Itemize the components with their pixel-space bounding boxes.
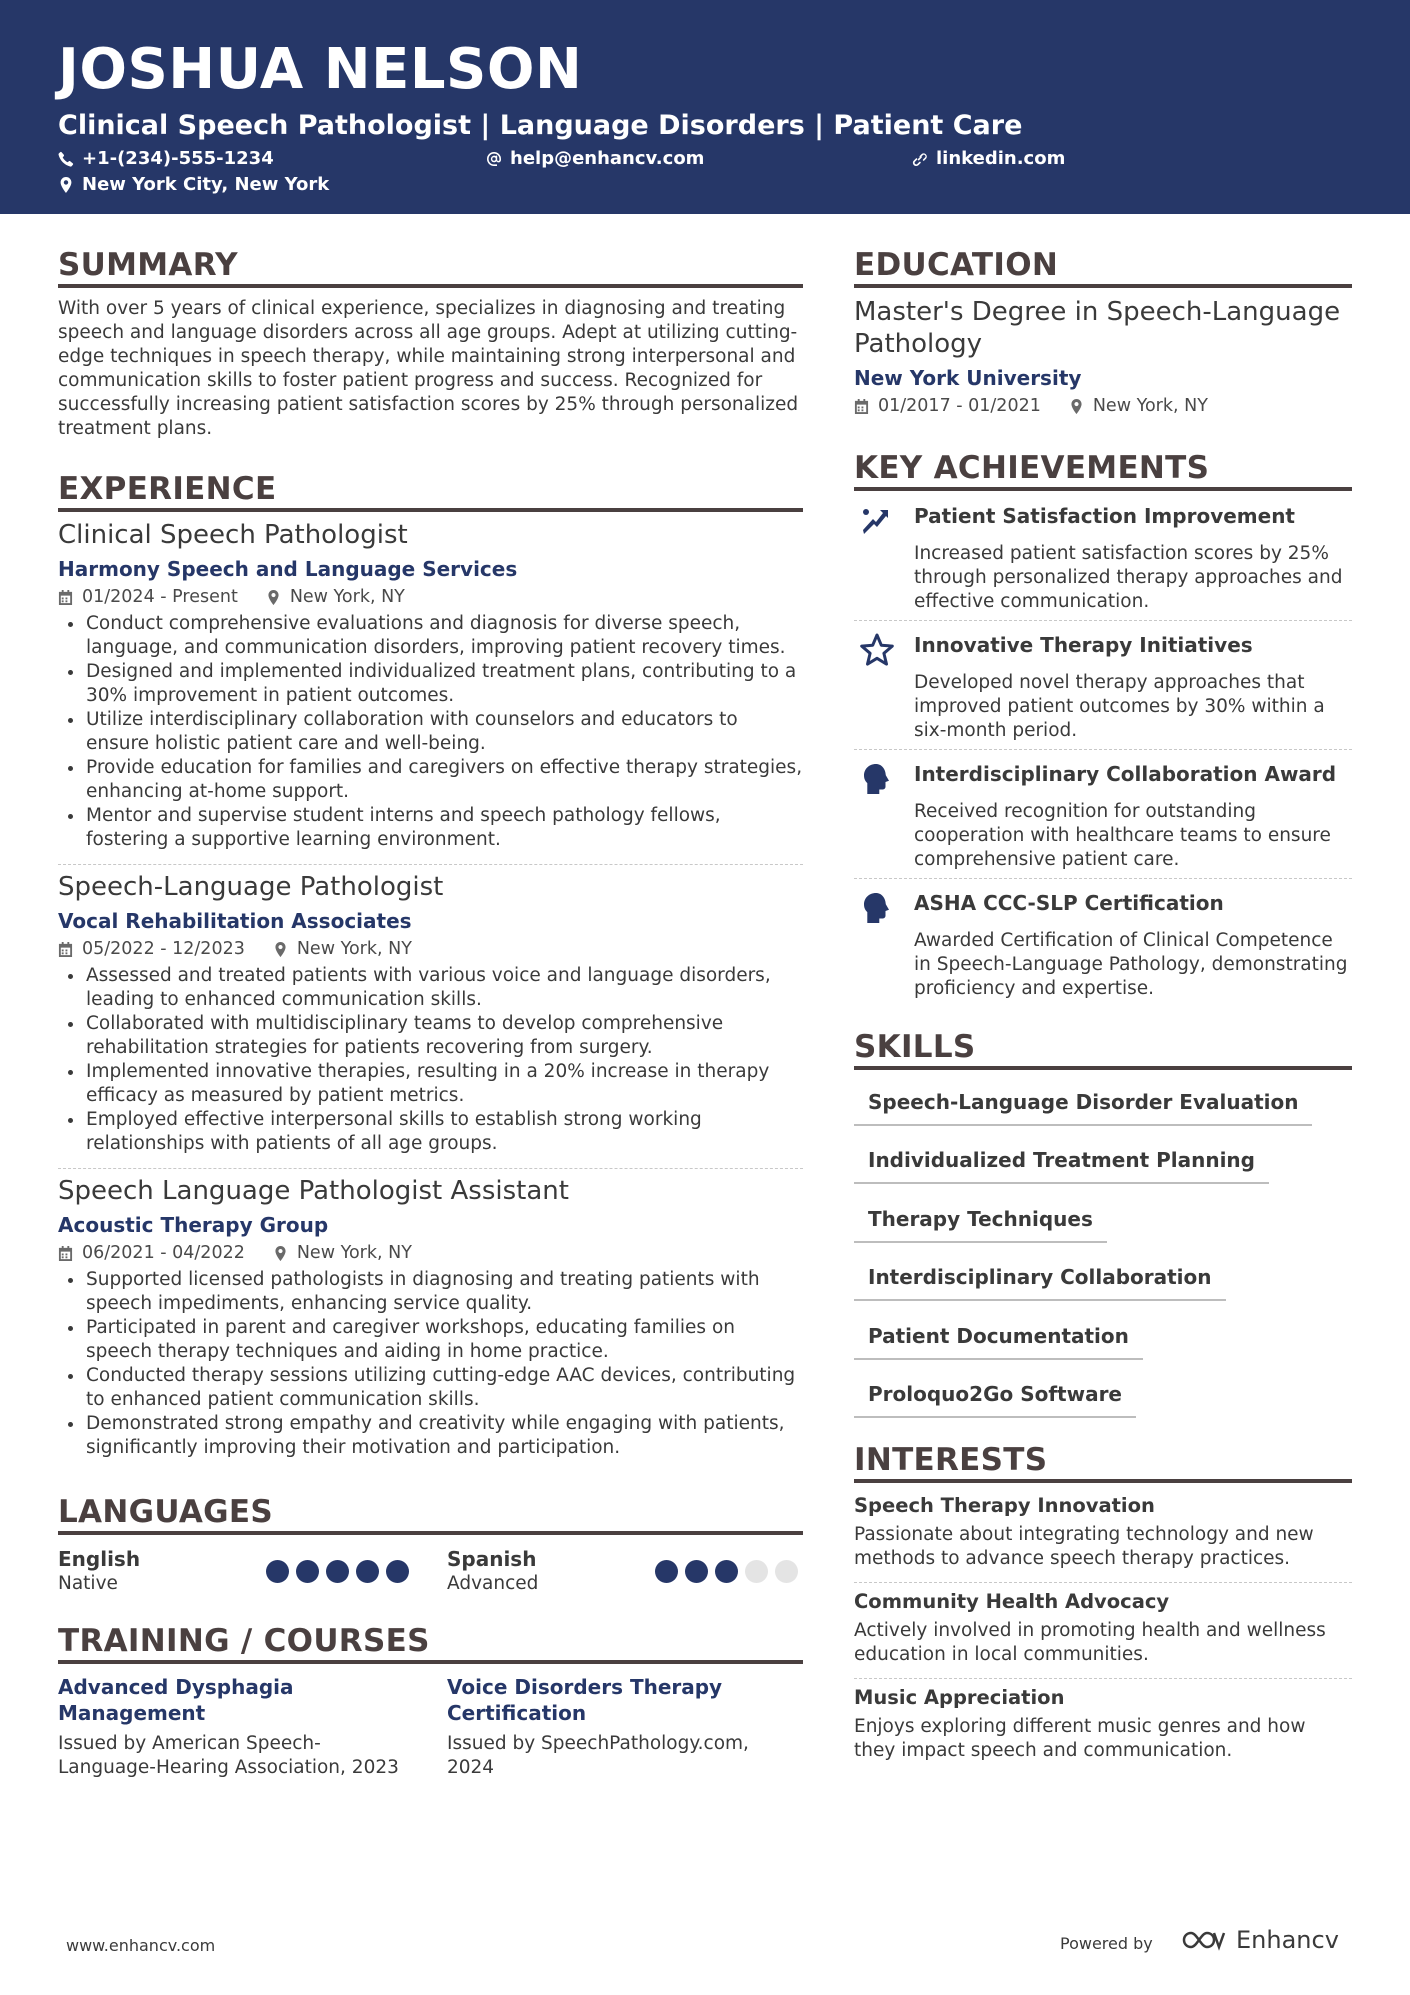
entry-divider xyxy=(58,864,803,865)
footer-url[interactable]: www.enhancv.com xyxy=(66,1936,216,1955)
achievement-desc: Increased patient satisfaction scores by 25% through personalized therapy approaches and effective communication. xyxy=(914,543,1343,612)
languages-divider xyxy=(58,1531,803,1535)
bullet-item: Conducted therapy sessions utilizing cutting-edge AAC devices, contributing to enhanced patient communication skills. xyxy=(58,1364,803,1412)
rating-dot xyxy=(775,1560,798,1583)
job-bullets xyxy=(58,1268,803,1460)
course-title: Voice Disorders Therapy Certification xyxy=(447,1675,723,1725)
course-desc: Issued by American Speech-Language-Hearing Association, 2023 xyxy=(58,1733,399,1778)
email-text: help@enhancv.com xyxy=(510,148,705,169)
link-icon xyxy=(912,151,928,167)
interest-title: Music Appreciation xyxy=(854,1686,1065,1709)
degree-title: Master's Degree in Speech-Language Pathology xyxy=(854,297,1341,359)
summary-heading: SUMMARY xyxy=(58,247,238,283)
bullet-item: Provide education for families and caregivers on effective therapy strategies, enhancing at-home support. xyxy=(58,756,803,804)
bullet-item: Conduct comprehensive evaluations and diagnosis for diverse speech, language, and communication disorders, improving patient recovery times. xyxy=(58,612,803,660)
rating-dot xyxy=(715,1560,738,1583)
company-name: Harmony Speech and Language Services xyxy=(58,557,518,582)
map-pin-icon xyxy=(58,177,74,193)
company-name: Vocal Rehabilitation Associates xyxy=(58,909,412,934)
map-pin-icon xyxy=(273,1246,288,1261)
location-text: New York City, New York xyxy=(82,174,330,195)
education-location: New York, NY xyxy=(1092,396,1208,416)
interest-desc: Actively involved in promoting health and wellness education in local communities. xyxy=(854,1620,1326,1666)
achievement-item xyxy=(854,760,1352,878)
entry-divider xyxy=(58,1168,803,1169)
course-desc: Issued by SpeechPathology.com, 2024 xyxy=(447,1733,749,1778)
skill-tag: Patient Documentation xyxy=(854,1324,1143,1360)
candidate-headline: Clinical Speech Pathologist | Language Disorders | Patient Care xyxy=(58,110,1023,141)
skill-tag: Individualized Treatment Planning xyxy=(854,1148,1269,1184)
achievement-title: ASHA CCC-SLP Certification xyxy=(914,891,1224,915)
language-item xyxy=(447,1547,538,1595)
star-icon xyxy=(860,633,894,667)
interest-divider xyxy=(854,1678,1352,1679)
skill-tag: Proloquo2Go Software xyxy=(854,1382,1136,1418)
language-name: English xyxy=(58,1547,141,1571)
calendar-icon xyxy=(854,399,869,414)
interest-desc: Passionate about integrating technology and new methods to advance speech therapy practices. xyxy=(854,1524,1314,1570)
job-title: Speech-Language Pathologist xyxy=(58,872,444,902)
education-meta xyxy=(854,396,1352,417)
course-item xyxy=(447,1674,787,1780)
achievement-item xyxy=(854,889,1352,1007)
interest-item xyxy=(854,1590,1352,1667)
head-icon xyxy=(860,762,894,796)
bullet-item: Designed and implemented individualized treatment plans, contributing to a 30% improvement in patient outcomes. xyxy=(58,660,803,708)
achievement-divider xyxy=(854,749,1352,750)
achievement-title: Innovative Therapy Initiatives xyxy=(914,633,1253,657)
job-meta xyxy=(58,587,803,608)
experience-entry xyxy=(58,520,803,852)
experience-entry xyxy=(58,872,803,1156)
languages-heading: LANGUAGES xyxy=(58,1494,273,1530)
language-level: Native xyxy=(58,1573,118,1594)
rating-dot xyxy=(326,1560,349,1583)
achievement-desc: Received recognition for outstanding cooperation with healthcare teams to ensure comprehensive patient care. xyxy=(914,801,1331,870)
achievement-divider xyxy=(854,878,1352,879)
summary-text: With over 5 years of clinical experience, specializes in diagnosing and treating speech and language disorders across all age groups. Adept at utilizing cutting-edge techniques in speech therapy, while maintaining strong interpersonal and communication skills to foster patient progress and success. Recognized for successfully increasing patient satisfaction scores by 25% through personalized treatment plans. xyxy=(58,298,799,439)
growth-arrow-icon xyxy=(860,504,894,538)
job-meta xyxy=(58,939,803,960)
brand-logo[interactable] xyxy=(1180,1926,1339,1954)
language-name: Spanish xyxy=(447,1547,537,1571)
rating-dot xyxy=(266,1560,289,1583)
interest-item xyxy=(854,1686,1352,1763)
bullet-item: Utilize interdisciplinary collaboration with counselors and educators to ensure holistic patient care and well-being. xyxy=(58,708,803,756)
interest-divider xyxy=(854,1582,1352,1583)
bullet-item: Demonstrated strong empathy and creativity while engaging with patients, significantly improving their motivation and participation. xyxy=(58,1412,803,1460)
skills-divider xyxy=(854,1066,1352,1070)
rating-dot xyxy=(356,1560,379,1583)
interests-heading: INTERESTS xyxy=(854,1442,1048,1478)
interest-item xyxy=(854,1494,1352,1571)
achievement-desc: Awarded Certification of Clinical Competence in Speech-Language Pathology, demonstrating proficiency and expertise. xyxy=(914,930,1348,999)
company-name: Acoustic Therapy Group xyxy=(58,1213,329,1238)
header-banner xyxy=(0,0,1410,214)
contact-email[interactable] xyxy=(486,150,704,168)
candidate-name: JOSHUA NELSON xyxy=(58,37,583,102)
rating-dot xyxy=(745,1560,768,1583)
language-item xyxy=(58,1547,140,1595)
job-bullets xyxy=(58,612,803,852)
job-meta xyxy=(58,1243,803,1264)
contact-location xyxy=(58,176,329,194)
achievement-item xyxy=(854,631,1352,749)
bullet-item: Collaborated with multidisciplinary teams to develop comprehensive rehabilitation strategies for patients recovering from surgery. xyxy=(58,1012,803,1060)
achievement-title: Patient Satisfaction Improvement xyxy=(914,504,1295,528)
skill-tag: Therapy Techniques xyxy=(854,1207,1107,1243)
map-pin-icon xyxy=(266,590,281,605)
interest-title: Community Health Advocacy xyxy=(854,1590,1170,1613)
achievement-title: Interdisciplinary Collaboration Award xyxy=(914,762,1337,786)
achievement-divider xyxy=(854,620,1352,621)
rating-dot xyxy=(685,1560,708,1583)
training-heading: TRAINING / COURSES xyxy=(58,1623,430,1659)
calendar-icon xyxy=(58,1246,73,1261)
school-name: New York University xyxy=(854,366,1082,390)
skill-tag: Speech-Language Disorder Evaluation xyxy=(854,1090,1312,1126)
bullet-item: Implemented innovative therapies, resulting in a 20% increase in therapy efficacy as measured by patient metrics. xyxy=(58,1060,803,1108)
bullet-item: Supported licensed pathologists in diagnosing and treating patients with speech impediments, enhancing service quality. xyxy=(58,1268,803,1316)
job-title: Clinical Speech Pathologist xyxy=(58,520,408,550)
job-dates: 06/2021 - 04/2022 xyxy=(82,1243,245,1264)
bullet-item: Assessed and treated patients with various voice and language disorders, leading to enhanced communication skills. xyxy=(58,964,803,1012)
experience-divider xyxy=(58,508,803,512)
enhancv-logo-icon xyxy=(1180,1927,1228,1953)
course-item xyxy=(58,1674,418,1780)
bullet-item: Employed effective interpersonal skills to establish strong working relationships with patients of all age groups. xyxy=(58,1108,803,1156)
skill-tag: Interdisciplinary Collaboration xyxy=(854,1265,1226,1301)
brand-name: Enhancv xyxy=(1236,1926,1339,1954)
interests-divider xyxy=(854,1479,1352,1483)
job-bullets xyxy=(58,964,803,1156)
phone-icon xyxy=(58,151,74,167)
education-heading: EDUCATION xyxy=(854,247,1059,283)
course-title: Advanced Dysphagia Management xyxy=(58,1675,294,1725)
language-rating xyxy=(655,1560,798,1583)
map-pin-icon xyxy=(273,942,288,957)
rating-dot xyxy=(386,1560,409,1583)
skills-heading: SKILLS xyxy=(854,1029,976,1065)
rating-dot xyxy=(655,1560,678,1583)
calendar-icon xyxy=(58,942,73,957)
education-dates: 01/2017 - 01/2021 xyxy=(878,396,1041,416)
achievement-item xyxy=(854,502,1352,620)
calendar-icon xyxy=(58,590,73,605)
achievement-desc: Developed novel therapy approaches that improved patient outcomes by 30% within a six-month period. xyxy=(914,672,1325,741)
achievements-divider xyxy=(854,487,1352,491)
phone-text: +1-(234)-555-1234 xyxy=(82,148,274,169)
experience-entry xyxy=(58,1176,803,1460)
contact-linkedin[interactable] xyxy=(912,150,1065,168)
language-level: Advanced xyxy=(447,1573,539,1594)
contact-phone[interactable] xyxy=(58,150,274,168)
job-dates: 01/2024 - Present xyxy=(82,587,238,608)
education-divider xyxy=(854,284,1352,288)
map-pin-icon xyxy=(1069,399,1084,414)
job-location: New York, NY xyxy=(296,1243,412,1264)
experience-heading: EXPERIENCE xyxy=(58,471,277,507)
job-dates: 05/2022 - 12/2023 xyxy=(82,939,245,960)
rating-dot xyxy=(296,1560,319,1583)
footer-powered-by: Powered by xyxy=(1060,1934,1153,1953)
at-icon xyxy=(486,151,502,167)
interest-title: Speech Therapy Innovation xyxy=(854,1494,1155,1517)
bullet-item: Participated in parent and caregiver workshops, educating families on speech therapy techniques and aiding in home practice. xyxy=(58,1316,803,1364)
linkedin-text: linkedin.com xyxy=(936,148,1066,169)
job-location: New York, NY xyxy=(289,587,405,608)
training-divider xyxy=(58,1660,803,1664)
language-rating xyxy=(266,1560,409,1583)
education-entry xyxy=(854,296,1352,417)
summary-divider xyxy=(58,284,803,288)
head-icon xyxy=(860,891,894,925)
job-title: Speech Language Pathologist Assistant xyxy=(58,1176,569,1206)
achievements-heading: KEY ACHIEVEMENTS xyxy=(854,450,1210,486)
interest-desc: Enjoys exploring different music genres and how they impact speech and communication. xyxy=(854,1716,1306,1762)
job-location: New York, NY xyxy=(296,939,412,960)
bullet-item: Mentor and supervise student interns and speech pathology fellows, fostering a supportive learning environment. xyxy=(58,804,803,852)
